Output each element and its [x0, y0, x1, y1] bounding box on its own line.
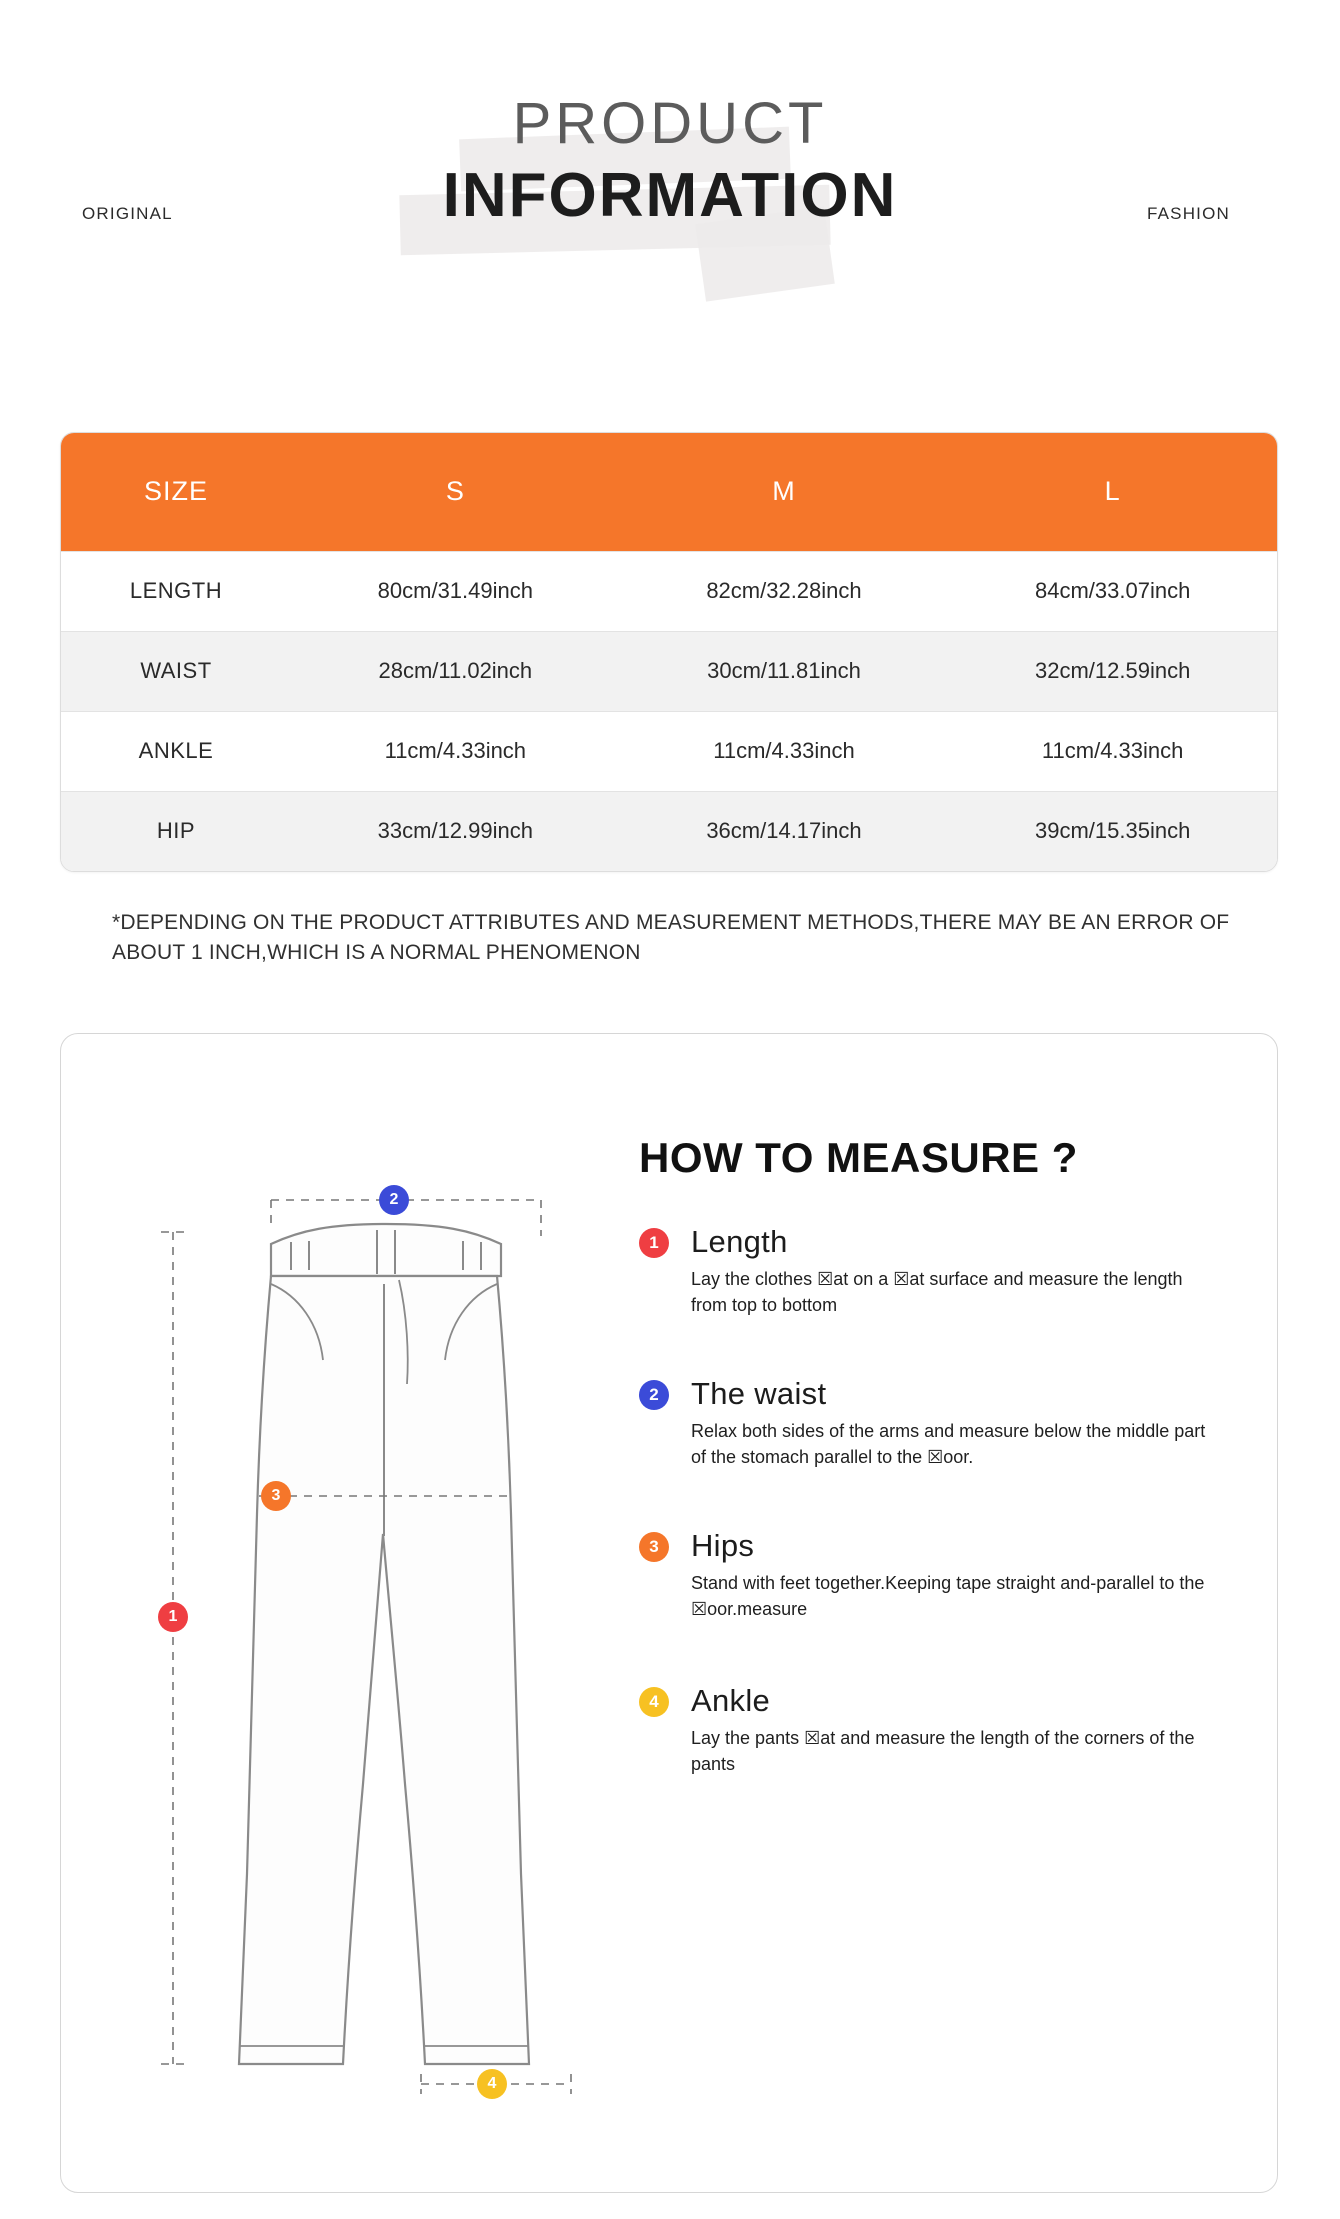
cell-waist-s: 28cm/11.02inch [291, 631, 620, 711]
cell-hip-s: 33cm/12.99inch [291, 791, 620, 871]
column-header-l: L [948, 433, 1277, 551]
cell-waist-l: 32cm/12.59inch [948, 631, 1277, 711]
table-row [61, 791, 1277, 871]
measure-step-ankle [639, 1683, 1219, 1777]
pants-diagram [151, 1184, 621, 2104]
step-number-badge-2: 2 [639, 1380, 669, 1410]
step-number-badge-4: 4 [639, 1687, 669, 1717]
row-label-ankle: ANKLE [61, 711, 291, 791]
step-number-badge-3: 3 [639, 1532, 669, 1562]
title-line-information: INFORMATION [442, 161, 898, 230]
pants-illustration-svg [151, 1184, 621, 2104]
step-text-hips: Stand with feet together.Keeping tape straight and-parallel to the ☒oor.measure [691, 1573, 1205, 1620]
row-label-hip: HIP [61, 791, 291, 871]
cell-hip-m: 36cm/14.17inch [620, 791, 949, 871]
step-title-hips: Hips [691, 1528, 755, 1564]
table-row [61, 711, 1277, 791]
cell-length-m: 82cm/32.28inch [620, 551, 949, 631]
step-number-badge-1: 1 [639, 1228, 669, 1258]
waist-marker-icon: 2 [379, 1185, 409, 1215]
row-label-length: LENGTH [61, 551, 291, 631]
measure-steps-list [639, 1224, 1219, 1817]
how-to-measure-panel [60, 1033, 1278, 2193]
cell-hip-l: 39cm/15.35inch [948, 791, 1277, 871]
header-tag-left: ORIGINAL [82, 204, 173, 223]
step-title-length: Length [691, 1224, 788, 1259]
header-tag-right: FASHION [1146, 204, 1230, 223]
cell-ankle-m: 11cm/4.33inch [620, 711, 949, 791]
step-text-waist: Relax both sides of the arms and measure below the middle part of the stomach parallel to the ☒oor. [691, 1421, 1206, 1468]
size-chart-table [60, 432, 1278, 872]
table-row [61, 631, 1277, 711]
cell-ankle-l: 11cm/4.33inch [948, 711, 1277, 791]
measurement-error-note: *DEPENDING ON THE PRODUCT ATTRIBUTES AND MEASUREMENT METHODS,THERE MAY BE AN ERROR OF ABOUT 1 INCH,WHICH IS A NORMAL PHENOMENON [112, 911, 1230, 965]
page-header [0, 0, 1340, 300]
ankle-marker-icon: 4 [477, 2069, 507, 2099]
measure-step-waist [639, 1376, 1219, 1470]
row-label-waist: WAIST [61, 631, 291, 711]
cell-length-l: 84cm/33.07inch [948, 551, 1277, 631]
title-line-product: PRODUCT [512, 91, 828, 156]
step-text-ankle: Lay the pants ☒at and measure the length of the corners of the pants [691, 1727, 1195, 1774]
cell-waist-m: 30cm/11.81inch [620, 631, 949, 711]
column-header-m: M [620, 433, 949, 551]
column-header-s: S [291, 433, 620, 551]
table-header-row [61, 433, 1277, 551]
how-to-measure-title: HOW TO MEASURE ? [639, 1134, 1078, 1181]
page-title [0, 91, 1340, 230]
cell-length-s: 80cm/31.49inch [291, 551, 620, 631]
step-text-length: Lay the clothes ☒at on a ☒at surface and measure the length from top to bottom [691, 1269, 1183, 1316]
measure-step-hips [639, 1528, 1219, 1622]
table-row [61, 551, 1277, 631]
measure-step-length [639, 1224, 1219, 1318]
column-header-size: SIZE [61, 433, 291, 551]
step-title-waist: The waist [691, 1376, 827, 1412]
hip-marker-icon: 3 [261, 1481, 291, 1511]
step-title-ankle: Ankle [691, 1682, 771, 1718]
length-marker-icon: 1 [158, 1602, 188, 1632]
cell-ankle-s: 11cm/4.33inch [291, 711, 620, 791]
